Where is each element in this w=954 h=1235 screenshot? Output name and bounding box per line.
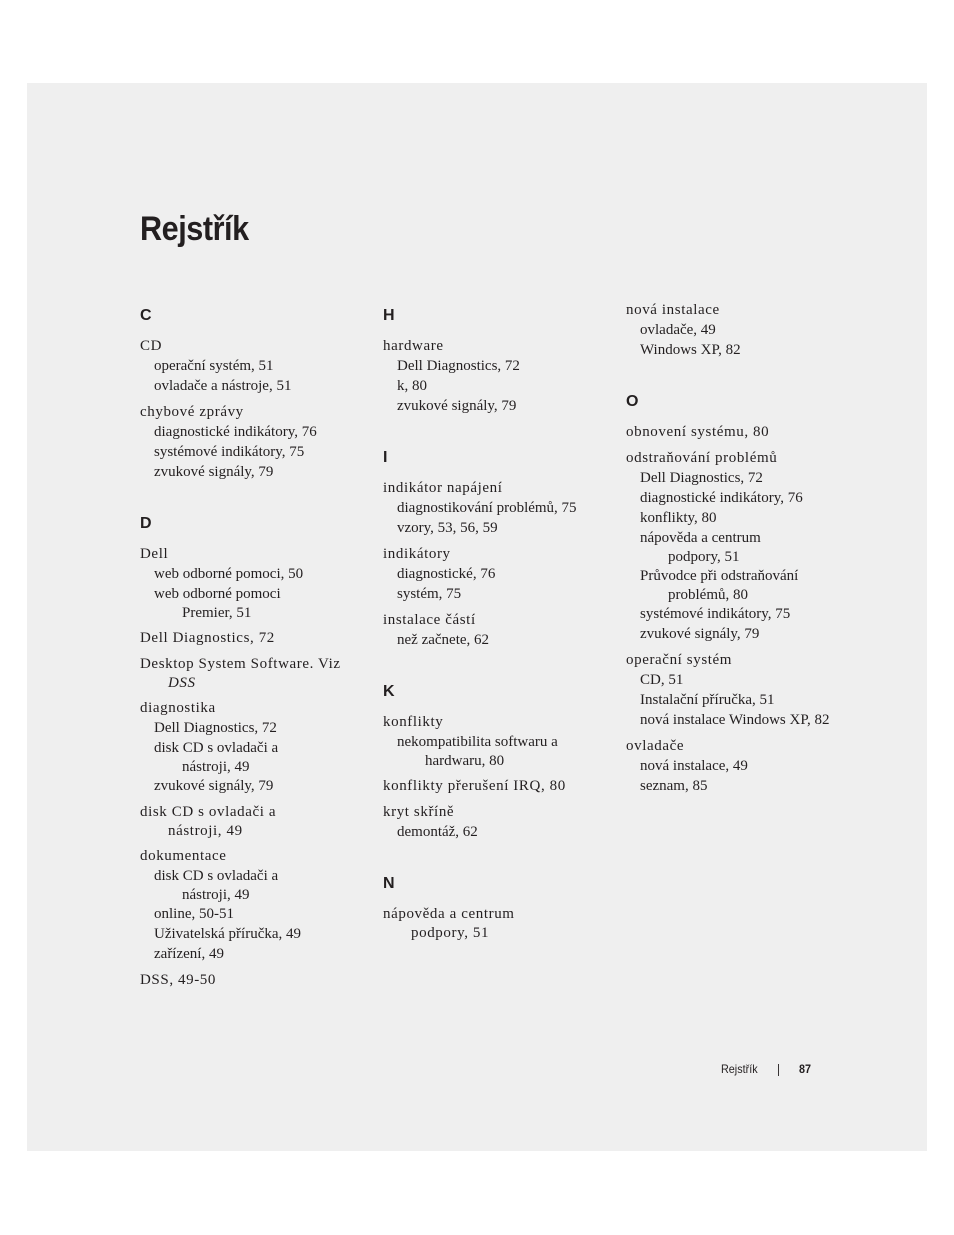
index-term: CD	[140, 338, 163, 354]
letter-heading-k: K	[383, 683, 395, 700]
footer-divider	[778, 1064, 779, 1076]
index-subentry: Dell Diagnostics, 72	[154, 720, 277, 736]
index-term: odstraňování problémů	[626, 450, 778, 466]
letter-heading-d: D	[140, 515, 152, 532]
index-entry	[383, 544, 618, 604]
index-column-2	[383, 300, 618, 974]
index-term: nová instalace	[626, 302, 720, 318]
index-subentry: ovladače a nástroje, 51	[154, 378, 292, 394]
index-entry	[383, 478, 618, 538]
index-entry	[626, 448, 861, 644]
index-term: konflikty	[383, 714, 444, 730]
index-subentry: Instalační příručka, 51	[640, 692, 775, 708]
index-subentry: systémové indikátory, 75	[640, 606, 791, 622]
index-term-continuation: podpory, 51	[411, 925, 490, 941]
letter-heading-n: N	[383, 875, 395, 892]
index-subentry: Dell Diagnostics, 72	[640, 470, 763, 486]
index-term: hardware	[383, 338, 444, 354]
index-subentry: než začnete, 62	[397, 632, 490, 648]
index-entry	[626, 422, 861, 442]
letter-heading-c: C	[140, 307, 152, 324]
index-subentry: nová instalace, 49	[640, 758, 748, 774]
index-column-1	[140, 300, 375, 1022]
index-subentry: nekompatibilita softwaru a	[397, 734, 558, 750]
index-term: kryt skříně	[383, 804, 455, 820]
index-group-d	[140, 514, 375, 990]
index-term: konflikty přerušení IRQ, 80	[383, 778, 566, 794]
index-subentry: Průvodce při odstraňování	[640, 568, 799, 584]
index-subentry: nápověda a centrum	[640, 530, 761, 546]
index-entry	[383, 712, 618, 770]
index-subentry: Dell Diagnostics, 72	[397, 358, 520, 374]
index-entry	[140, 654, 375, 692]
index-subentry-continuation: nástroji, 49	[182, 759, 250, 775]
index-subentry: disk CD s ovladači a	[154, 868, 279, 884]
index-term: instalace částí	[383, 612, 476, 628]
index-entry	[383, 904, 618, 942]
index-term: ovladače	[626, 738, 685, 754]
index-entry	[383, 776, 618, 796]
index-term: dokumentace	[140, 848, 227, 864]
index-subentry: zvukové signály, 79	[640, 626, 760, 642]
index-subentry: systém, 75	[397, 586, 462, 602]
index-group-o	[626, 392, 861, 796]
index-term: operační systém	[626, 652, 733, 668]
index-subentry-continuation: podpory, 51	[668, 549, 740, 565]
letter-heading-o: O	[626, 393, 639, 410]
index-term: nápověda a centrum	[383, 906, 515, 922]
index-subentry: web odborné pomoci	[154, 586, 281, 602]
index-group-n	[383, 874, 618, 942]
index-group-c	[140, 306, 375, 482]
index-group-h	[383, 306, 618, 416]
index-term: DSS, 49-50	[140, 972, 217, 988]
index-subentry: diagnostikování problémů, 75	[397, 500, 577, 516]
index-subentry: zvukové signály, 79	[154, 464, 274, 480]
page-number: 87	[799, 1062, 812, 1076]
index-entry	[140, 402, 375, 482]
index-term: diagnostika	[140, 700, 216, 716]
index-term: Dell	[140, 546, 169, 562]
index-group-i	[383, 448, 618, 650]
index-subentry-continuation: Premier, 51	[182, 605, 252, 621]
index-subentry: operační systém, 51	[154, 358, 274, 374]
index-entry	[140, 544, 375, 622]
index-entry	[140, 846, 375, 964]
index-subentry: ovladače, 49	[640, 322, 716, 338]
index-entry	[383, 610, 618, 650]
index-subentry: konflikty, 80	[640, 510, 717, 526]
index-term: Dell Diagnostics, 72	[140, 630, 275, 646]
index-term: chybové zprávy	[140, 404, 244, 420]
index-subentry: seznam, 85	[640, 778, 708, 794]
index-subentry: CD, 51	[640, 672, 684, 688]
index-subentry: diagnostické indikátory, 76	[640, 490, 803, 506]
index-entry	[140, 802, 375, 840]
index-subentry-continuation: hardwaru, 80	[425, 753, 505, 769]
index-subentry: diagnostické indikátory, 76	[154, 424, 317, 440]
index-entry	[626, 650, 861, 730]
index-group-n-continued	[626, 300, 861, 360]
footer-section-label: Rejstřík	[721, 1062, 758, 1076]
index-subentry: zařízení, 49	[154, 946, 224, 962]
index-subentry: Uživatelská příručka, 49	[154, 926, 302, 942]
index-subentry: online, 50-51	[154, 906, 234, 922]
letter-heading-i: I	[383, 449, 388, 466]
index-subentry-continuation: nástroji, 49	[182, 887, 250, 903]
index-subentry: vzory, 53, 56, 59	[397, 520, 498, 536]
index-subentry: zvukové signály, 79	[154, 778, 274, 794]
index-term: Desktop System Software. Viz	[140, 656, 341, 672]
index-entry	[140, 336, 375, 396]
index-term: obnovení systému, 80	[626, 424, 770, 440]
index-term: disk CD s ovladači a	[140, 804, 277, 820]
index-term: indikátory	[383, 546, 451, 562]
index-subentry: diagnostické, 76	[397, 566, 496, 582]
index-entry	[383, 336, 618, 416]
index-entry	[140, 970, 375, 990]
index-subentry: web odborné pomoci, 50	[154, 566, 304, 582]
index-entry	[383, 802, 618, 842]
index-subentry: demontáž, 62	[397, 824, 478, 840]
index-entry	[140, 628, 375, 648]
index-subentry: systémové indikátory, 75	[154, 444, 305, 460]
index-entry	[626, 300, 861, 360]
index-entry	[140, 698, 375, 796]
index-column-3	[626, 300, 861, 828]
page-title: Rejstřík	[140, 210, 249, 248]
index-group-k	[383, 682, 618, 842]
index-subentry: k, 80	[397, 378, 427, 394]
index-term: indikátor napájení	[383, 480, 503, 496]
index-subentry: disk CD s ovladači a	[154, 740, 279, 756]
index-subentry-continuation: problémů, 80	[668, 587, 748, 603]
letter-heading-h: H	[383, 307, 395, 324]
index-entry	[626, 736, 861, 796]
index-subentry: nová instalace Windows XP, 82	[640, 712, 830, 728]
index-term-continuation: DSS	[168, 675, 196, 691]
index-subentry: zvukové signály, 79	[397, 398, 517, 414]
index-term-continuation: nástroji, 49	[168, 823, 243, 839]
index-subentry: Windows XP, 82	[640, 342, 741, 358]
